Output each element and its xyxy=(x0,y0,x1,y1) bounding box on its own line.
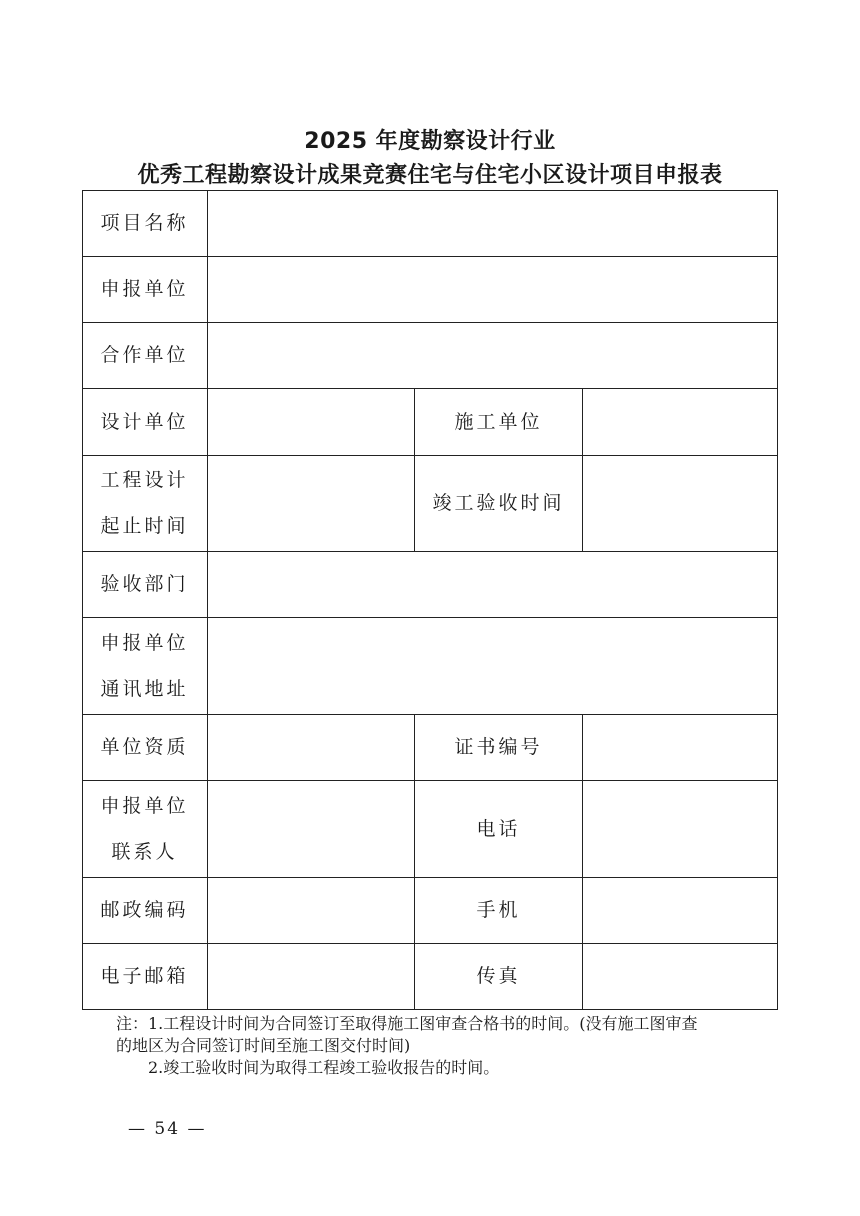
label-contact-person: 申报单位 联系人 xyxy=(100,794,189,863)
acceptance-time-field[interactable] xyxy=(583,456,777,551)
construction-unit-field[interactable] xyxy=(583,389,777,455)
contact-person-field[interactable] xyxy=(208,781,414,877)
label-applicant-unit: 申报单位 xyxy=(100,278,189,300)
mailing-address-field[interactable] xyxy=(208,618,777,714)
label-partner-unit: 合作单位 xyxy=(100,344,189,366)
label-acceptance-dept: 验收部门 xyxy=(100,573,189,595)
fax-field[interactable] xyxy=(583,944,777,1009)
applicant-unit-field[interactable] xyxy=(208,257,777,322)
label-acceptance-time: 竣工验收时间 xyxy=(432,492,565,514)
label-phone: 电话 xyxy=(476,817,521,840)
label-email: 电子邮箱 xyxy=(100,965,189,987)
design-period-field[interactable] xyxy=(208,456,414,551)
label-certificate-no: 证书编号 xyxy=(454,736,543,758)
postal-code-field[interactable] xyxy=(208,878,414,943)
form-title-line2: 优秀工程勘察设计成果竞赛住宅与住宅小区设计项目申报表 xyxy=(137,163,723,188)
label-postal-code: 邮政编码 xyxy=(100,899,189,921)
note-line-1: 注：1.工程设计时间为合同签订至取得施工图审查合格书的时间。(没有施工图审查 xyxy=(116,1014,698,1033)
qualification-field[interactable] xyxy=(208,715,414,780)
form-title-line1: 2025 年度勘察设计行业 xyxy=(304,129,556,154)
label-project-name: 项目名称 xyxy=(100,212,189,234)
label-qualification: 单位资质 xyxy=(100,736,189,758)
certificate-no-field[interactable] xyxy=(583,715,777,780)
page-number: — 54 — xyxy=(128,1119,207,1139)
label-fax: 传真 xyxy=(476,965,521,987)
note-line-3: 2.竣工验收时间为取得工程竣工验收报告的时间。 xyxy=(148,1058,500,1077)
note-line-2: 的地区为合同签订时间至施工图交付时间) xyxy=(116,1036,411,1055)
mobile-field[interactable] xyxy=(583,878,777,943)
acceptance-dept-field[interactable] xyxy=(208,552,777,617)
phone-field[interactable] xyxy=(583,781,777,877)
label-construction-unit: 施工单位 xyxy=(454,410,543,433)
label-design-period: 工程设计 起止时间 xyxy=(100,469,189,537)
label-design-unit: 设计单位 xyxy=(100,410,189,433)
project-name-field[interactable] xyxy=(208,191,777,256)
design-unit-field[interactable] xyxy=(208,389,414,455)
label-mobile: 手机 xyxy=(476,899,521,921)
label-mailing-address: 申报单位 通讯地址 xyxy=(100,631,189,700)
application-form-table xyxy=(82,190,778,1010)
email-field[interactable] xyxy=(208,944,414,1009)
partner-unit-field[interactable] xyxy=(208,323,777,388)
